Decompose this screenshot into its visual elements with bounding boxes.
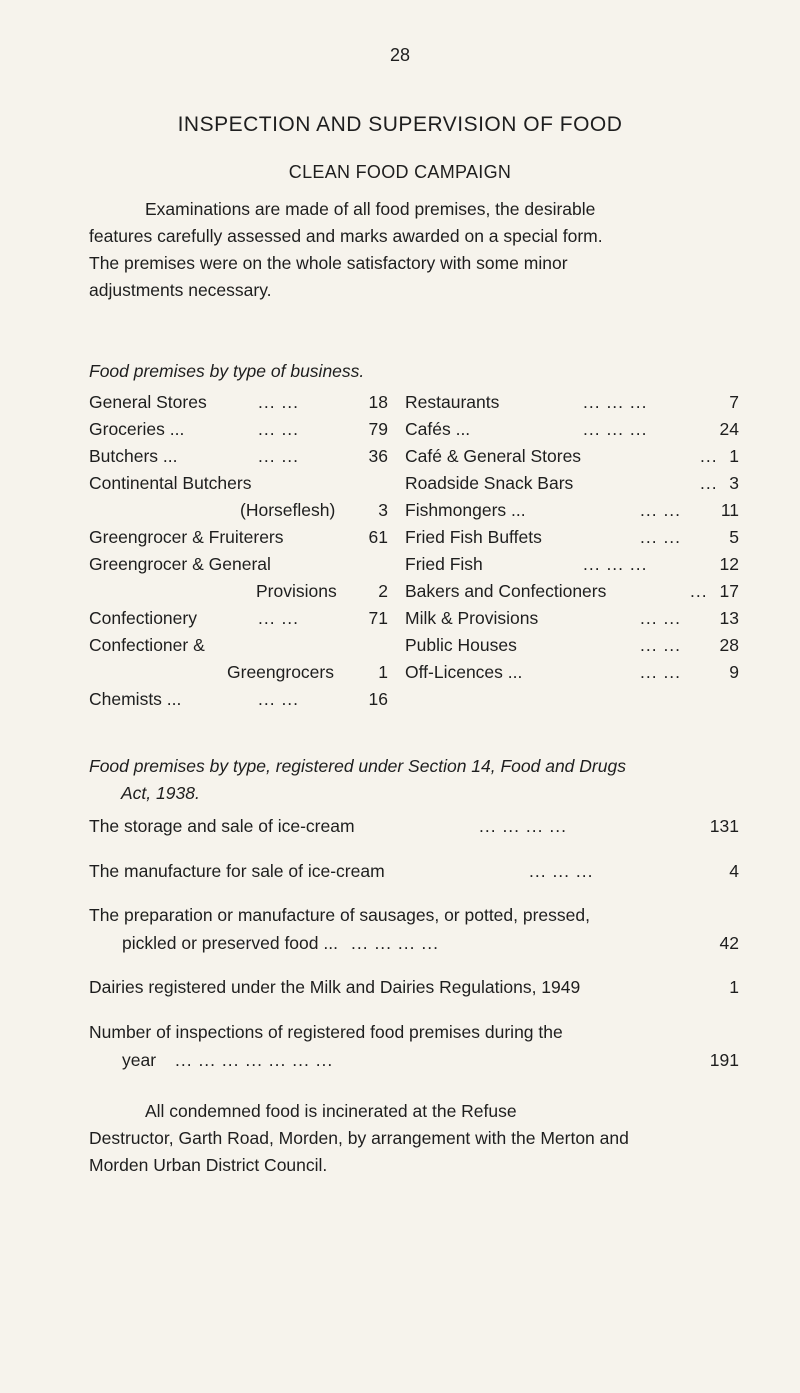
leader-dots: ... ... — [258, 608, 300, 628]
registered-count: 191 — [709, 1050, 739, 1070]
leader-dots: ... ... ... — [583, 554, 648, 574]
premise-label: Restaurants — [405, 392, 500, 412]
leader-dots: ... ... ... ... ... ... ... — [175, 1050, 334, 1070]
leader-dots: ... ... ... — [583, 419, 648, 439]
registered-row — [89, 976, 739, 998]
premise-label: Cafés ... — [405, 419, 471, 439]
premise-count: 79 — [368, 419, 388, 439]
registered-row — [89, 860, 739, 882]
leader-dots: ... ... — [258, 392, 300, 412]
premise-label: Off-Licences ... — [405, 662, 523, 682]
leader-dots: ... — [690, 581, 708, 601]
premise-label: Bakers and Confectioners — [405, 581, 607, 601]
registered-heading-line: Food premises by type, registered under Section 14, Food and Drugs — [89, 756, 626, 776]
premise-count: 36 — [368, 446, 388, 466]
registered-row — [89, 904, 739, 926]
premise-label: Milk & Provisions — [405, 608, 539, 628]
section-title: CLEAN FOOD CAMPAIGN — [288, 162, 512, 182]
registered-label: pickled or preserved food ... — [122, 933, 338, 953]
premise-count: 2 — [378, 581, 388, 601]
premise-count: 3 — [729, 473, 739, 493]
premise-label: Confectioner & — [89, 635, 205, 655]
leader-dots: ... ... ... — [529, 861, 594, 881]
registered-count: 4 — [729, 861, 739, 881]
leader-dots: ... ... — [258, 689, 300, 709]
premise-count: 61 — [368, 527, 388, 547]
premise-label: Fried Fish Buffets — [405, 527, 542, 547]
premise-count: 1 — [729, 446, 739, 466]
intro-paragraph — [89, 196, 739, 304]
closing-paragraph — [89, 1098, 739, 1179]
registered-label: The manufacture for sale of ice-cream — [89, 861, 385, 881]
premise-label: Greengrocer & General — [89, 554, 271, 574]
premise-count: 7 — [729, 392, 739, 412]
registered-row — [89, 815, 739, 837]
premise-label: General Stores — [89, 392, 207, 412]
intro-line: features carefully assessed and marks awarded on a special form. — [89, 226, 603, 246]
leader-dots: ... ... — [640, 635, 682, 655]
premise-label: Fishmongers ... — [405, 500, 526, 520]
leader-dots: ... ... — [258, 446, 300, 466]
premise-label: Café & General Stores — [405, 446, 582, 466]
premises-heading: Food premises by type of business. — [89, 361, 365, 381]
leader-dots: ... — [700, 446, 718, 466]
registered-count: 131 — [709, 816, 739, 836]
premise-count: 9 — [729, 662, 739, 682]
premise-count: 18 — [368, 392, 388, 412]
registered-row — [89, 1021, 739, 1043]
premise-label: (Horseflesh) — [240, 500, 336, 520]
premise-label: Greengrocer & Fruiterers — [89, 527, 284, 547]
premise-label: Confectionery — [89, 608, 197, 628]
leader-dots: ... ... ... ... — [351, 933, 439, 953]
page-title: INSPECTION AND SUPERVISION OF FOOD — [177, 113, 623, 136]
premise-label: Provisions — [256, 581, 337, 601]
premise-count: 12 — [719, 554, 739, 574]
closing-line: Morden Urban District Council. — [89, 1155, 328, 1175]
registered-label: The storage and sale of ice-cream — [89, 816, 355, 836]
premise-count: 71 — [368, 608, 388, 628]
premise-count: 17 — [719, 581, 739, 601]
registered-row — [122, 932, 739, 954]
intro-line: adjustments necessary. — [89, 280, 272, 300]
registered-label: Number of inspections of registered food premises during the — [89, 1022, 563, 1042]
premise-label: Greengrocers — [227, 662, 334, 682]
premise-count: 1 — [378, 662, 388, 682]
premise-label: Public Houses — [405, 635, 517, 655]
premise-count: 24 — [719, 419, 739, 439]
leader-dots: ... ... — [640, 500, 682, 520]
premise-label: Chemists ... — [89, 689, 182, 709]
intro-line: The premises were on the whole satisfactory with some minor — [89, 253, 568, 273]
leader-dots: ... ... — [640, 662, 682, 682]
premise-count: 11 — [720, 500, 739, 520]
intro-line: Examinations are made of all food premises, the desirable — [145, 199, 596, 219]
registered-count: 42 — [719, 933, 739, 953]
registered-count: 1 — [729, 977, 739, 997]
premise-count: 16 — [368, 689, 388, 709]
leader-dots: ... ... — [640, 608, 682, 628]
leader-dots: ... ... ... — [583, 392, 648, 412]
page-number: 28 — [389, 45, 411, 65]
premise-count: 13 — [719, 608, 739, 628]
registered-label: The preparation or manufacture of sausages, or potted, pressed, — [89, 905, 590, 925]
premise-count: 5 — [729, 527, 739, 547]
registered-row — [122, 1049, 739, 1071]
premise-label: Roadside Snack Bars — [405, 473, 574, 493]
premise-label: Continental Butchers — [89, 473, 252, 493]
premise-label: Groceries ... — [89, 419, 185, 439]
premise-label: Butchers ... — [89, 446, 178, 466]
premise-count: 3 — [378, 500, 388, 520]
leader-dots: ... ... — [640, 527, 682, 547]
closing-line: Destructor, Garth Road, Morden, by arrangement with the Merton and — [89, 1128, 629, 1148]
premise-count: 28 — [719, 635, 739, 655]
registered-label: Dairies registered under the Milk and Dairies Regulations, 1949 — [89, 977, 581, 997]
leader-dots: ... ... ... ... — [479, 816, 567, 836]
leader-dots: ... ... — [258, 419, 300, 439]
leader-dots: ... — [700, 473, 718, 493]
closing-line: All condemned food is incinerated at the Refuse — [145, 1101, 517, 1121]
registered-label: year — [122, 1050, 157, 1070]
registered-heading-line: Act, 1938. — [121, 783, 200, 803]
premise-label: Fried Fish — [405, 554, 483, 574]
